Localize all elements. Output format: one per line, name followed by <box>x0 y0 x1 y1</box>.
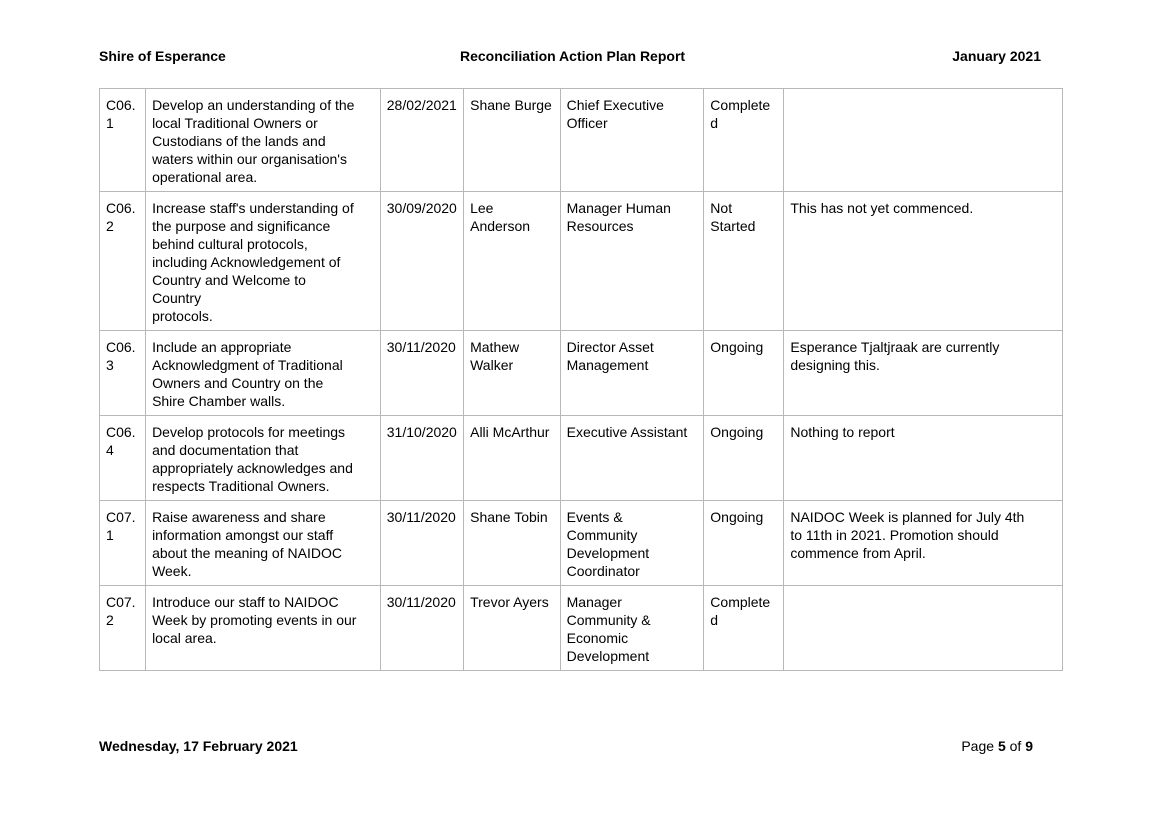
status-cell: Completed <box>704 89 784 192</box>
page-current: 5 <box>997 738 1006 754</box>
status-cell: Ongoing <box>704 416 784 501</box>
responsible-person: Shane Burge <box>464 89 561 192</box>
responsible-person: Trevor Ayers <box>464 586 561 671</box>
comment-cell: This has not yet commenced. <box>784 192 1063 331</box>
due-date: 30/11/2020 <box>380 586 463 671</box>
due-date: 30/11/2020 <box>380 331 463 416</box>
due-date: 31/10/2020 <box>380 416 463 501</box>
comment-cell <box>784 89 1063 192</box>
due-date: 28/02/2021 <box>380 89 463 192</box>
report-title: Reconciliation Action Plan Report <box>460 48 686 64</box>
page-number <box>961 738 1033 754</box>
action-id: C07.2 <box>100 586 146 671</box>
action-description: Develop protocols for meetings and documentation that appropriately acknowledges and respects Traditional Owners. <box>146 416 381 501</box>
action-id: C06.3 <box>100 331 146 416</box>
page-word: Page <box>961 738 995 754</box>
action-id: C06.1 <box>100 89 146 192</box>
responsible-role: Director Asset Management <box>560 331 704 416</box>
responsible-role: Chief Executive Officer <box>560 89 704 192</box>
table-row <box>100 586 1063 671</box>
action-description: Include an appropriate Acknowledgment of Traditional Owners and Country on the Shire Chamber walls. <box>146 331 381 416</box>
status-cell: Not Started <box>704 192 784 331</box>
responsible-role: Manager Human Resources <box>560 192 704 331</box>
responsible-role: Executive Assistant <box>560 416 704 501</box>
org-name: Shire of Esperance <box>99 48 226 64</box>
action-id: C06.2 <box>100 192 146 331</box>
status-cell: Ongoing <box>704 331 784 416</box>
action-description: Increase staff's understanding of the purpose and significance behind cultural protocols, including Acknowledgement of Country and Welcome to Country protocols. <box>146 192 381 331</box>
table-row <box>100 331 1063 416</box>
comment-cell: Nothing to report <box>784 416 1063 501</box>
action-plan-table <box>99 88 1063 671</box>
table-row <box>100 501 1063 586</box>
comment-cell: NAIDOC Week is planned for July 4th to 11th in 2021. Promotion should commence from April. <box>784 501 1063 586</box>
comment-cell: Esperance Tjaltjraak are currently designing this. <box>784 331 1063 416</box>
page-total: 9 <box>1025 738 1033 754</box>
comment-cell <box>784 586 1063 671</box>
responsible-role: Manager Community & Economic Development <box>560 586 704 671</box>
page-of: of <box>1009 738 1022 754</box>
status-cell: Completed <box>704 586 784 671</box>
responsible-person: Lee Anderson <box>464 192 561 331</box>
report-period: January 2021 <box>952 48 1041 64</box>
table-row <box>100 89 1063 192</box>
status-cell: Ongoing <box>704 501 784 586</box>
table-row <box>100 192 1063 331</box>
action-id: C07.1 <box>100 501 146 586</box>
responsible-person: Alli McArthur <box>464 416 561 501</box>
table-row <box>100 416 1063 501</box>
print-date: Wednesday, 17 February 2021 <box>99 738 298 754</box>
responsible-role: Events & Community Development Coordinator <box>560 501 704 586</box>
action-description: Develop an understanding of the local Traditional Owners or Custodians of the lands and waters within our organisation's operational area. <box>146 89 381 192</box>
action-description: Introduce our staff to NAIDOC Week by promoting events in our local area. <box>146 586 381 671</box>
due-date: 30/11/2020 <box>380 501 463 586</box>
action-id: C06.4 <box>100 416 146 501</box>
due-date: 30/09/2020 <box>380 192 463 331</box>
responsible-person: Shane Tobin <box>464 501 561 586</box>
responsible-person: Mathew Walker <box>464 331 561 416</box>
action-description: Raise awareness and share information amongst our staff about the meaning of NAIDOC Week. <box>146 501 381 586</box>
